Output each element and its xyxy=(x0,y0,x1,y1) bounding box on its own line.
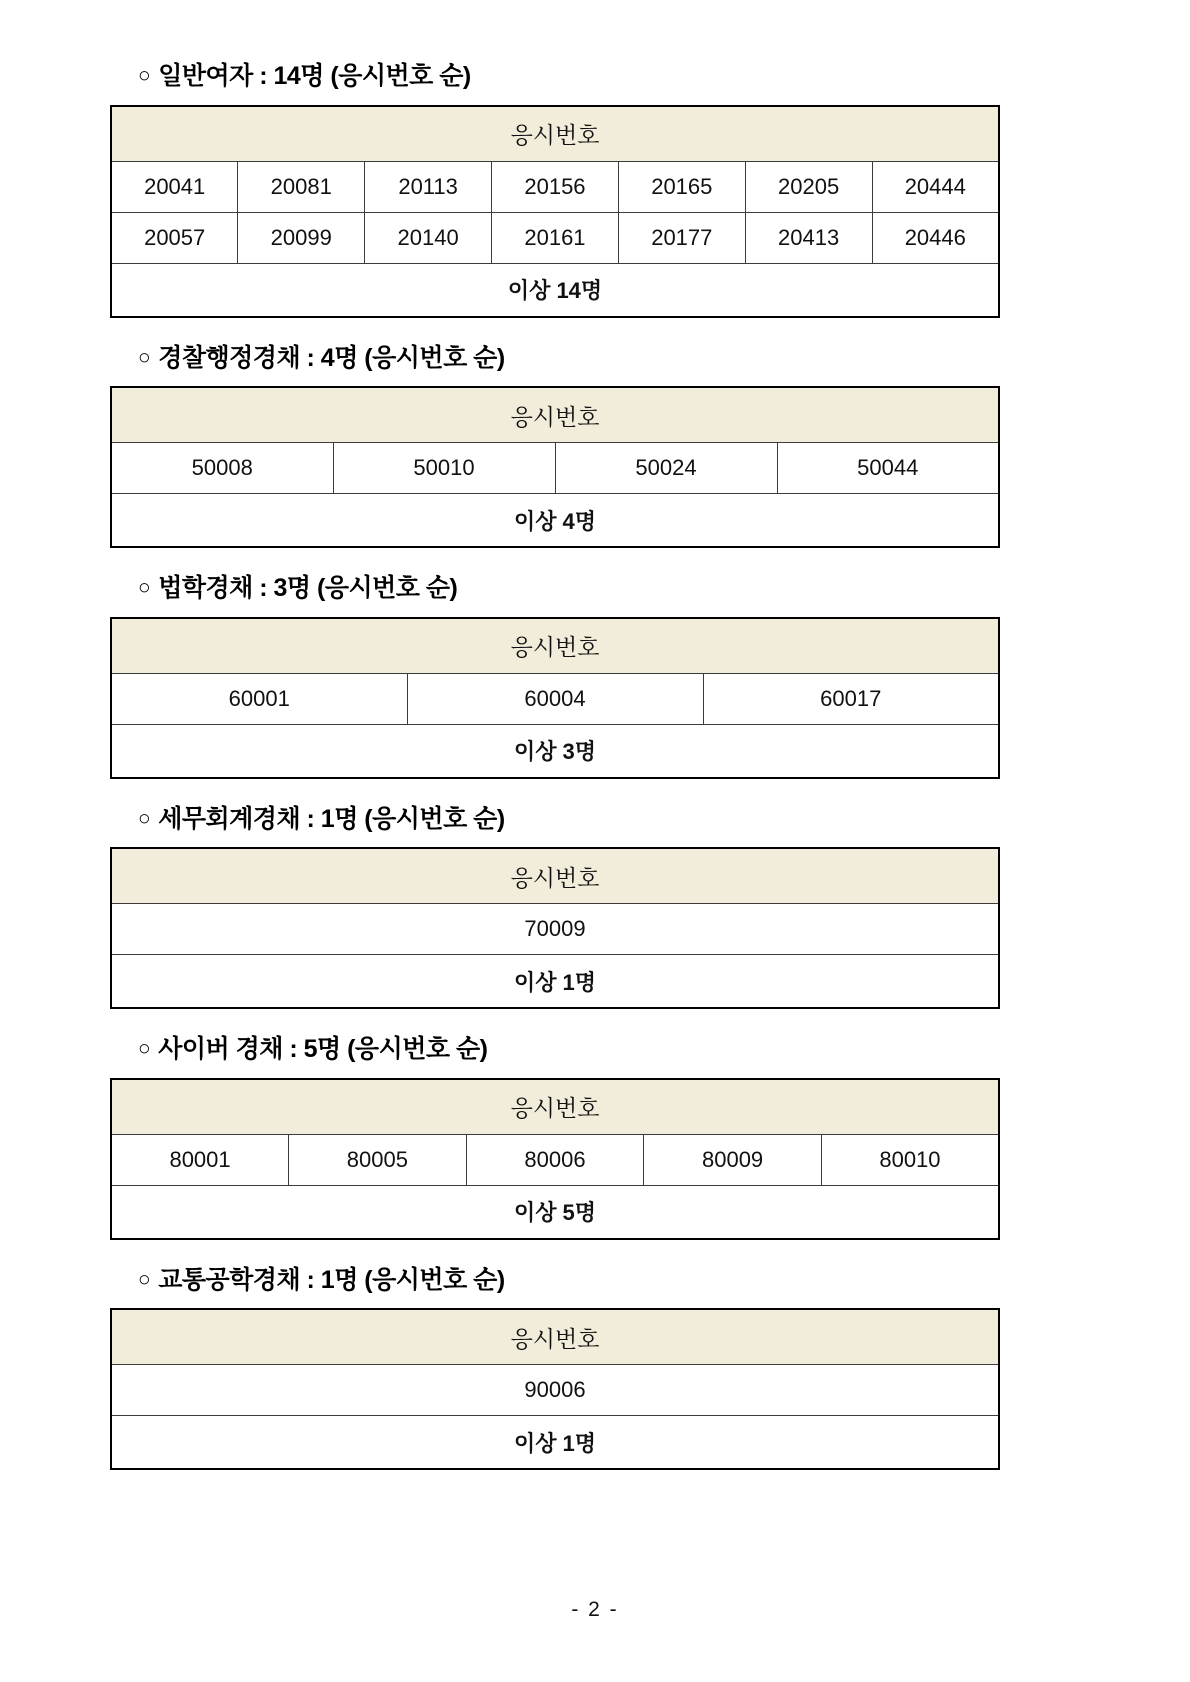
circle-marker-icon: ○ xyxy=(138,576,151,599)
exam-number-cell: 20413 xyxy=(745,212,872,263)
exam-number-cell: 20161 xyxy=(492,212,619,263)
section-spacer xyxy=(110,548,1080,562)
exam-number-cell: 60001 xyxy=(111,673,407,724)
sections-container xyxy=(110,60,1080,1484)
page-number: - 2 - xyxy=(571,1598,619,1621)
exam-number-table xyxy=(110,847,1000,1009)
exam-number-cell: 80001 xyxy=(111,1134,289,1185)
section-spacer xyxy=(110,318,1080,332)
exam-number-cell: 70009 xyxy=(111,904,999,955)
document-section xyxy=(110,1264,1080,1485)
column-header: 응시번호 xyxy=(111,1309,999,1365)
table-header-row xyxy=(111,618,999,674)
exam-number-cell: 20081 xyxy=(238,161,365,212)
table-header-row xyxy=(111,1309,999,1365)
exam-number-cell: 80010 xyxy=(821,1134,999,1185)
exam-number-table xyxy=(110,386,1000,548)
exam-number-table xyxy=(110,105,1000,318)
table-footer-row xyxy=(111,1416,999,1470)
section-title: 사이버 경채 : 5명 (응시번호 순) xyxy=(158,1035,488,1063)
circle-marker-icon: ○ xyxy=(138,806,151,830)
section-heading xyxy=(138,1033,1080,1066)
section-spacer xyxy=(110,779,1080,793)
section-spacer xyxy=(110,1470,1080,1484)
exam-number-cell: 20113 xyxy=(365,161,492,212)
section-spacer xyxy=(110,1009,1080,1023)
exam-number-table xyxy=(110,617,1000,779)
exam-number-cell: 20057 xyxy=(111,212,238,263)
table-footer-row xyxy=(111,263,999,317)
table-header-row xyxy=(111,848,999,904)
exam-number-cell: 60004 xyxy=(407,673,703,724)
total-count-label: 이상 1명 xyxy=(111,955,999,1009)
exam-number-cell: 60017 xyxy=(703,673,999,724)
section-spacer xyxy=(110,1240,1080,1254)
circle-marker-icon: ○ xyxy=(138,64,151,87)
table-footer-row xyxy=(111,955,999,1009)
exam-number-table xyxy=(110,1308,1000,1470)
column-header: 응시번호 xyxy=(111,106,999,162)
exam-number-cell: 50044 xyxy=(777,443,999,494)
total-count-label: 이상 5명 xyxy=(111,1185,999,1239)
table-row xyxy=(111,1365,999,1416)
total-count-label: 이상 14명 xyxy=(111,263,999,317)
table-footer-row xyxy=(111,724,999,778)
exam-number-cell: 20177 xyxy=(618,212,745,263)
exam-number-cell: 50010 xyxy=(333,443,555,494)
exam-number-cell: 20205 xyxy=(745,161,872,212)
table-footer-row xyxy=(111,494,999,548)
total-count-label: 이상 1명 xyxy=(111,1416,999,1470)
section-heading xyxy=(138,572,1080,605)
exam-number-cell: 90006 xyxy=(111,1365,999,1416)
table-row xyxy=(111,673,999,724)
section-title: 세무회계경채 : 1명 (응시번호 순) xyxy=(158,804,505,833)
exam-number-cell: 20165 xyxy=(618,161,745,212)
table-header-row xyxy=(111,106,999,162)
section-heading xyxy=(138,1264,1080,1297)
exam-number-cell: 80006 xyxy=(466,1134,644,1185)
table-row xyxy=(111,904,999,955)
table-header-row xyxy=(111,1079,999,1135)
document-section xyxy=(110,60,1080,332)
exam-number-cell: 20156 xyxy=(492,161,619,212)
exam-number-table xyxy=(110,1078,1000,1240)
section-heading xyxy=(138,60,1080,93)
document-section xyxy=(110,803,1080,1024)
total-count-label: 이상 3명 xyxy=(111,724,999,778)
exam-number-cell: 20444 xyxy=(872,161,999,212)
exam-number-cell: 80009 xyxy=(644,1134,822,1185)
table-header-row xyxy=(111,387,999,443)
section-title: 일반여자 : 14명 (응시번호 순) xyxy=(158,62,471,90)
table-row xyxy=(111,1134,999,1185)
document-section xyxy=(110,572,1080,793)
circle-marker-icon: ○ xyxy=(138,345,151,369)
table-footer-row xyxy=(111,1185,999,1239)
section-heading xyxy=(138,803,1080,836)
total-count-label: 이상 4명 xyxy=(111,494,999,548)
section-title: 경찰행정경채 : 4명 (응시번호 순) xyxy=(158,343,505,372)
section-title: 법학경채 : 3명 (응시번호 순) xyxy=(158,574,458,602)
table-row xyxy=(111,212,999,263)
table-row xyxy=(111,443,999,494)
column-header: 응시번호 xyxy=(111,387,999,443)
exam-number-cell: 80005 xyxy=(289,1134,467,1185)
section-heading xyxy=(138,342,1080,375)
table-row xyxy=(111,161,999,212)
column-header: 응시번호 xyxy=(111,1079,999,1135)
exam-number-cell: 20140 xyxy=(365,212,492,263)
document-section xyxy=(110,342,1080,563)
exam-number-cell: 50008 xyxy=(111,443,333,494)
document-section xyxy=(110,1033,1080,1254)
exam-number-cell: 20446 xyxy=(872,212,999,263)
circle-marker-icon: ○ xyxy=(138,1037,151,1060)
column-header: 응시번호 xyxy=(111,618,999,674)
column-header: 응시번호 xyxy=(111,848,999,904)
exam-number-cell: 20041 xyxy=(111,161,238,212)
exam-number-cell: 20099 xyxy=(238,212,365,263)
exam-number-cell: 50024 xyxy=(555,443,777,494)
section-title: 교통공학경채 : 1명 (응시번호 순) xyxy=(158,1265,505,1294)
circle-marker-icon: ○ xyxy=(138,1267,151,1291)
